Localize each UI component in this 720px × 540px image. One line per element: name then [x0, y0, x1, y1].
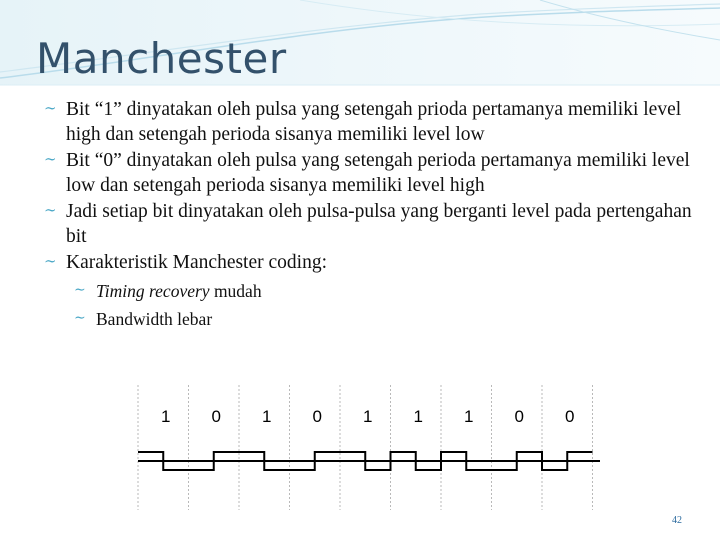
bit-label: 1 — [363, 407, 373, 426]
wave-bullet-icon: ∼ — [44, 254, 57, 270]
bit-label: 0 — [565, 407, 575, 426]
sub-bullet-item — [74, 307, 694, 331]
wave-bullet-icon: ∼ — [44, 152, 57, 168]
wave-bullet-icon: ∼ — [74, 283, 86, 298]
bullet-list — [44, 97, 694, 331]
bullet-item — [44, 199, 694, 249]
bullet-item — [44, 250, 694, 275]
sub-bullet-item — [74, 279, 694, 303]
bullet-text: Karakteristik Manchester coding: — [66, 252, 327, 273]
page-number: 42 — [672, 515, 682, 526]
sub-bullet-text: Bandwidth lebar — [96, 309, 213, 329]
sub-bullet-text: mudah — [209, 281, 262, 301]
slide-title: Manchester — [36, 34, 287, 83]
bit-label: 0 — [312, 407, 323, 426]
manchester-waveform-diagram — [130, 385, 600, 510]
bit-labels — [161, 407, 574, 426]
bit-label: 0 — [211, 407, 222, 426]
bullet-text: Bit “1” dinyatakan oleh pulsa yang setengah prioda pertamanya memiliki level high dan setengah perioda sisanya memiliki level low — [66, 99, 682, 145]
bullet-text: Jadi setiap bit dinyatakan oleh pulsa-pulsa yang berganti level pada pertengahan bit — [66, 201, 692, 247]
bullet-text: Bit “0” dinyatakan oleh pulsa yang setengah perioda pertamanya memiliki level low dan setengah perioda sisanya memiliki level high — [66, 150, 690, 196]
wave-bullet-icon: ∼ — [74, 311, 86, 326]
sub-bullet-emphasis: Timing recovery — [96, 281, 210, 301]
wave-bullet-icon: ∼ — [44, 203, 57, 219]
bit-label: 1 — [161, 407, 171, 426]
bit-boundary-lines — [138, 385, 593, 510]
bit-label: 1 — [464, 407, 474, 426]
bit-label: 1 — [262, 407, 272, 426]
bullet-item — [44, 97, 694, 147]
wave-bullet-icon: ∼ — [44, 101, 57, 117]
bit-label: 1 — [413, 407, 424, 426]
bit-label: 0 — [514, 407, 525, 426]
bullet-item — [44, 148, 694, 198]
